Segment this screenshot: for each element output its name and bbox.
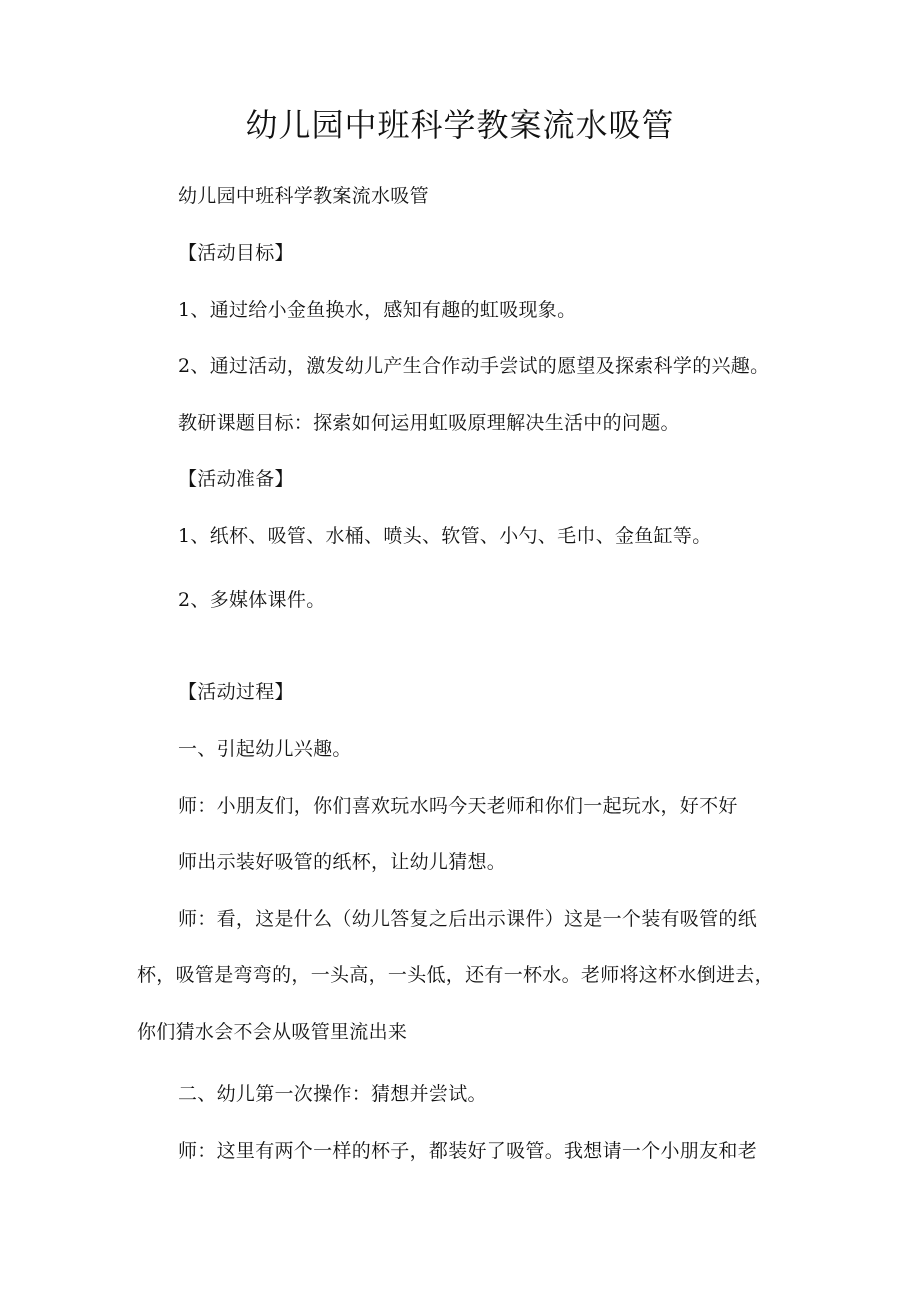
- paragraph-line: 师：看，这是什么（幼儿答复之后出示课件）这是一个装有吸管的纸: [178, 908, 758, 930]
- preparation-item-1: 1、纸杯、吸管、水桶、喷头、软管、小勺、毛巾、金鱼缸等。: [178, 525, 712, 547]
- paragraph-line: 师：小朋友们，你们喜欢玩水吗今天老师和你们一起玩水，好不好: [178, 795, 738, 817]
- paragraph-line: 师：这里有两个一样的杯子，都装好了吸管。我想请一个小朋友和老: [178, 1140, 758, 1162]
- preparation-item-2: 2、多媒体课件。: [178, 589, 326, 611]
- subtitle-line: 幼儿园中班科学教案流水吸管: [178, 185, 429, 207]
- paragraph-line: 你们猜水会不会从吸管里流出来: [137, 1021, 408, 1043]
- goal-item-2: 2、通过活动，激发幼儿产生合作动手尝试的愿望及探索科学的兴趣。: [178, 355, 770, 377]
- research-goal-line: 教研课题目标：探索如何运用虹吸原理解决生活中的问题。: [178, 412, 680, 434]
- document-title: 幼儿园中班科学教案流水吸管: [245, 106, 675, 144]
- paragraph-line: 师出示装好吸管的纸杯，让幼儿猜想。: [178, 851, 507, 873]
- section-heading-process: 【活动过程】: [178, 681, 294, 703]
- goal-item-1: 1、通过给小金鱼换水，感知有趣的虹吸现象。: [178, 299, 577, 321]
- section-heading-preparation: 【活动准备】: [178, 468, 294, 490]
- process-step-1-heading: 一、引起幼儿兴趣。: [178, 738, 352, 760]
- process-step-2-heading: 二、幼儿第一次操作：猜想并尝试。: [178, 1083, 487, 1105]
- section-heading-goals: 【活动目标】: [178, 242, 294, 264]
- paragraph-line: 杯，吸管是弯弯的，一头高，一头低，还有一杯水。老师将这杯水倒进去，: [137, 964, 774, 986]
